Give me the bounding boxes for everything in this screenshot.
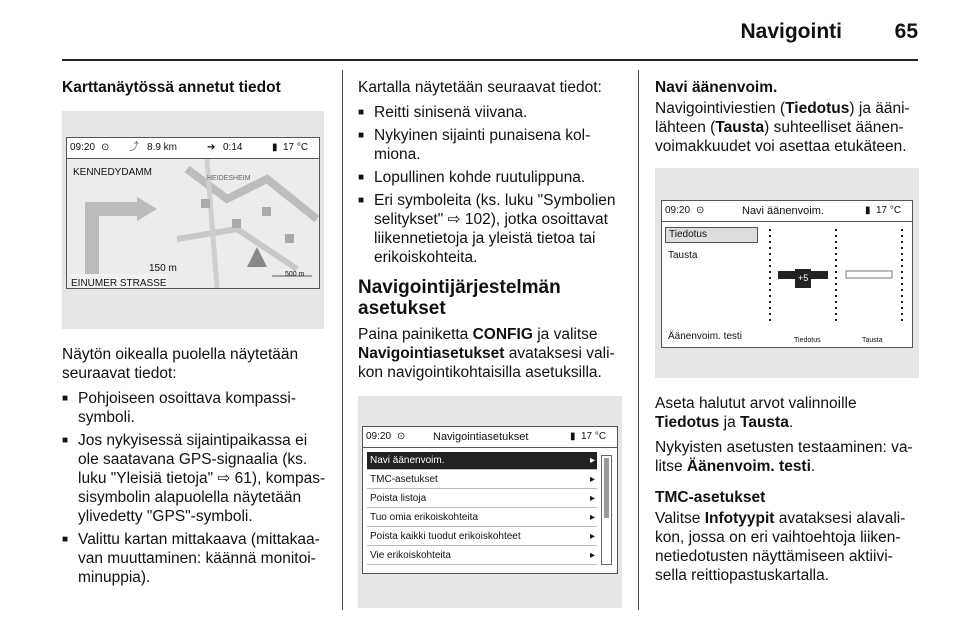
volume-sliders[interactable] [758,225,908,325]
screen-title: Navi äänenvoim. [742,205,824,217]
option-name: Tausta [740,414,789,431]
text: Paina painiketta [358,326,473,343]
slider-label-tiedotus: Tiedotus [794,337,821,344]
option-name: Infotyypit [704,510,775,527]
text: . [810,458,816,475]
temperature: 17 °C [283,142,309,153]
status-bar [662,201,912,222]
distance-readout: 8.9 km [147,142,178,153]
settings-screen-figure [358,396,622,608]
thermometer-icon: ▮ [570,431,576,442]
menu-item-tmc[interactable] [367,471,597,489]
city-label: HEIDESHEIM [207,175,251,182]
compass-icon: ⊙ [101,142,110,153]
column-divider [638,70,639,610]
section-heading: Karttanäytössä annetut tiedot [62,79,281,96]
option-tausta[interactable]: Tausta [668,250,698,261]
menu-item-label: Vie erikoiskohteita [370,550,451,561]
page-title: Navigointi [740,20,842,43]
chevron-right-icon: ▸ [589,493,595,504]
bullet-item: ■ Nykyinen sijainti punaisena kol-miona. [358,126,624,164]
status-bar [363,427,617,448]
text: ) suhteelliset äänen-voimakkuudet voi asettaa etukäteen. [655,119,907,155]
header-rule [62,59,918,61]
paragraph: Näytön oikealla puolella näytetään seuraavat tiedot: [62,346,299,382]
text: . [788,414,794,431]
bullet-item: ■ Valittu kartan mittakaava (mittakaa-van muuttaminen: käännä monitoi-minuppia). [62,530,330,587]
text: Valitse [655,510,705,527]
menu-item-label: Poista kaikki tuodut erikoiskohteet [370,531,521,542]
paragraph [358,325,624,382]
menu-item-import-poi[interactable] [367,509,597,527]
option-name: Tiedotus [785,100,850,117]
chevron-right-icon: ▸ [589,455,595,466]
bullet-item: ■ Eri symboleita (ks. luku "Symbolien selitykset" ⇨ 102), jotka osoittavat liikennetietoja ja yleistä tietoa tai erikoiskohteita. [358,191,624,267]
text: Nykyisten asetusten testaaminen: va-litse [655,439,913,475]
volume-screen [661,200,913,348]
column-2 [358,78,624,624]
bullet-item: ■ Pohjoiseen osoittava kompassi-symboli. [62,389,330,427]
text: avataksesi alavali-kon, jossa on eri vaihtoehtoja liiken-netiedotusten näyttämiseen aktiivi-sella reittiopastuskartalla. [655,510,906,584]
menu-item-label: Tuo omia erikoiskohteita [370,512,479,523]
paragraph [655,509,923,585]
bullet-list [358,103,624,267]
menu-item-delete-poi[interactable] [367,528,597,546]
chevron-right-icon: ▸ [589,550,595,561]
volume-screen-figure [655,168,919,378]
option-name: Tiedotus [655,414,720,431]
column-divider [342,70,343,610]
bullet-item: ■ Reitti sinisenä viivana. [358,103,624,122]
menu-item-label: TMC-asetukset [370,474,438,485]
button-name: CONFIG [472,326,533,343]
bullet-item: ■ Lopullinen kohde ruutulippuna. [358,168,624,187]
page-number: 65 [894,20,918,43]
clock: 09:20 [665,205,691,216]
volume-value: +5 [795,269,811,288]
chevron-right-icon: ▸ [589,512,595,523]
thermometer-icon: ▮ [865,205,871,216]
scale-label: 500 m [285,271,305,278]
temperature: 17 °C [581,431,607,442]
settings-screen [362,426,618,574]
chevron-right-icon: ▸ [589,531,595,542]
text: ) ja ääni-lähteen ( [655,100,910,136]
menu-item-label: Navi äänenvoim. [370,455,445,466]
clock: 09:20 [366,431,392,442]
text: Navigointiviestien ( [655,100,786,117]
turn-distance: 150 m [149,263,177,274]
text: ja valitse [532,326,598,343]
menu-item-export-poi[interactable] [367,547,597,565]
bullet-item: ■ Jos nykyisessä sijaintipaikassa ei ole saatavana GPS-signaalia (ks. luku "Yleisiä tietoja" ⇨ 61), kompas-sisymbolin alapuolella näytetään ylivedetty "GPS"-symboli. [62,431,330,526]
map-screen-figure [62,111,324,329]
menu-name: Navigointiasetukset [358,345,505,362]
screen-title: Navigointiasetukset [433,431,529,443]
compass-icon: ⊙ [397,431,406,442]
compass-icon: ⊙ [696,205,705,216]
text: Aseta halutut arvot valinnoille [655,395,857,412]
scrollbar[interactable] [601,455,612,565]
option-name: Tausta [715,119,765,136]
map-view [67,159,319,288]
distance-icon: ⤴ [129,142,139,153]
arrival-icon: ➔ [207,142,216,153]
section-heading: Navi äänenvoim. [655,79,778,96]
chevron-right-icon: ▸ [589,474,595,485]
text: avataksesi vali-kon navigointikohtaisilla asetuksilla. [358,345,615,381]
eta-readout: 0:14 [223,142,243,153]
section-heading: TMC-asetukset [655,489,766,506]
section-heading: Navigointijärjestelmän asetukset [358,277,561,319]
column-1 [62,78,330,591]
thermometer-icon: ▮ [272,142,278,153]
column-3 [655,78,923,591]
bullet-list [62,389,330,587]
option-name: Äänenvoim. testi [686,458,811,475]
menu-item-delete-lists[interactable] [367,490,597,508]
next-street: EINUMER STRASSE [71,274,167,289]
slider-label-tausta: Tausta [862,337,883,344]
page-header [0,0,960,60]
scrollbar-thumb[interactable] [604,458,609,518]
map-screen [66,137,320,289]
paragraph [655,438,923,476]
paragraph: Kartalla näytetään seuraavat tiedot: [358,79,602,96]
menu-item-navi-volume[interactable] [367,452,597,470]
temperature: 17 °C [876,205,902,216]
text: ja [719,414,740,431]
clock: 09:20 [70,142,96,153]
paragraph [655,99,923,156]
volume-test-button[interactable]: Äänenvoim. testi [668,331,742,342]
status-bar [67,138,319,159]
menu-item-label: Poista listoja [370,493,427,504]
option-tiedotus[interactable]: Tiedotus [665,227,758,243]
paragraph [655,394,923,432]
current-street: KENNEDYDAMM [73,167,152,178]
